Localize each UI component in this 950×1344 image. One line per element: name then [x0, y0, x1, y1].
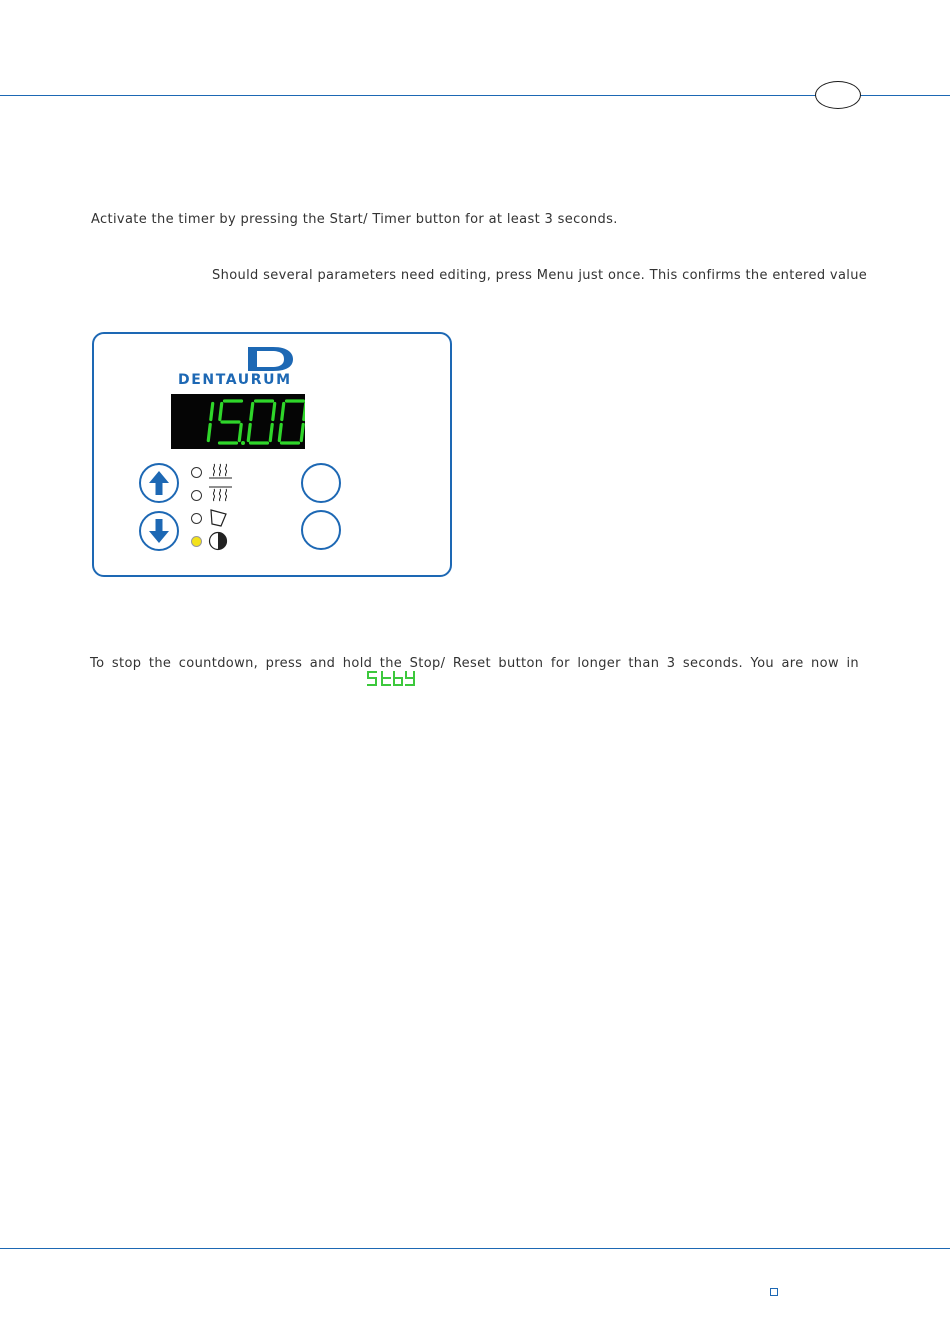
- display-segment: [304, 404, 305, 420]
- up-button[interactable]: [139, 463, 179, 503]
- page-tab-oval: [815, 81, 861, 109]
- seven-segment-display: [171, 394, 305, 449]
- display-segment: [208, 425, 210, 441]
- heat-icon: [208, 462, 234, 480]
- footer-rule: [0, 1248, 950, 1249]
- display-decimal-point: [241, 441, 245, 445]
- brand-name: DENTAURUM: [178, 372, 292, 388]
- display-segment: [251, 404, 253, 420]
- display-segment: [279, 425, 281, 441]
- edit-params-text: Should several parameters need editing, press Menu just once. This confirms the entered value: [212, 268, 868, 283]
- display-segment: [301, 425, 303, 441]
- display-segment: [239, 425, 241, 441]
- display-segment: [220, 404, 222, 420]
- cup-icon: [208, 508, 234, 528]
- header-rule: [0, 95, 950, 96]
- display-segment: [248, 425, 250, 441]
- led-cup: [191, 513, 202, 524]
- led-steam: [191, 490, 202, 501]
- display-digits: [171, 394, 305, 449]
- stop-countdown-text: To stop the countdown, press and hold the Stop/ Reset button for longer than 3 seconds. You are now in: [90, 656, 859, 671]
- display-segment: [270, 425, 272, 441]
- up-arrow-icon: [141, 465, 177, 501]
- display-segment: [273, 404, 275, 420]
- down-button[interactable]: [139, 511, 179, 551]
- start-stop-button[interactable]: [301, 510, 341, 550]
- timer-icon: [208, 531, 230, 551]
- menu-button[interactable]: [301, 463, 341, 503]
- display-segment: [282, 404, 284, 420]
- steam-icon: [208, 485, 234, 503]
- led-heat: [191, 467, 202, 478]
- brand-logo-d: [245, 346, 295, 372]
- down-arrow-icon: [141, 513, 177, 549]
- standby-display-code: [366, 670, 418, 688]
- timer-activate-text: Activate the timer by pressing the Start/ Timer button for at least 3 seconds.: [91, 212, 618, 227]
- led-timer: [191, 536, 202, 547]
- display-segment: [211, 404, 213, 420]
- footer-square-icon: [770, 1288, 778, 1296]
